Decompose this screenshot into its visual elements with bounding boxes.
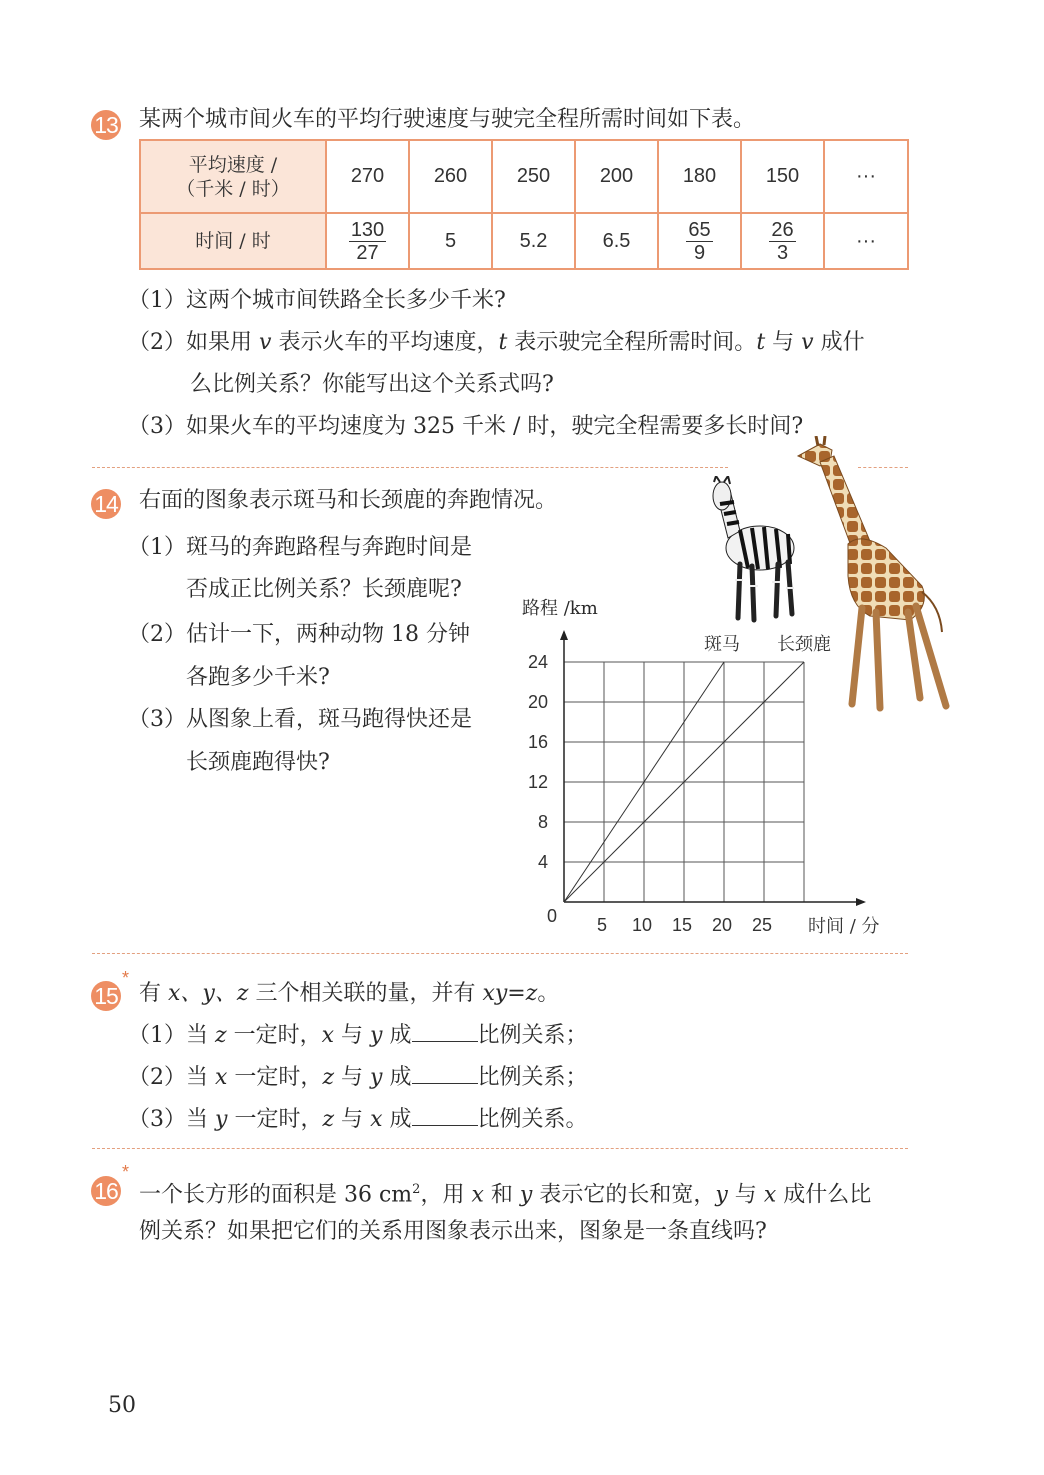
time-cell: 5.2 xyxy=(492,213,575,269)
y-tick-label: 20 xyxy=(527,692,548,712)
time-cell xyxy=(658,213,741,269)
problem-number-badge: 16 xyxy=(91,1176,121,1206)
x-tick-label: 5 xyxy=(596,915,608,935)
question-14-3-line2: 长颈鹿跑得快? xyxy=(186,750,330,775)
question-14-1-line1: （1）斑马的奔跑路程与奔跑时间是 xyxy=(128,535,472,560)
fraction: $\frac{26}{3}$ xyxy=(771,218,794,264)
question-15-3: （3）当 y 一定时，z 与 x 成 比例关系。 xyxy=(128,1107,588,1132)
answer-blank[interactable] xyxy=(412,1065,478,1084)
answer-blank[interactable] xyxy=(412,1023,478,1042)
row-header-speed: 平均速度 / （千米 / 时） xyxy=(140,140,326,213)
question-13-3: （3）如果火车的平均速度为 325 千米 / 时，驶完全程需要多长时间? xyxy=(128,414,804,439)
optional-star: * xyxy=(122,1162,130,1182)
y-tick-label: 12 xyxy=(527,772,548,792)
y-tick-label: 4 xyxy=(537,852,548,872)
speed-cell: 270 xyxy=(326,140,409,213)
series-label: 长颈鹿 xyxy=(777,634,831,655)
y-tick-label: 24 xyxy=(527,652,548,672)
x-tick-label: 20 xyxy=(711,915,733,935)
speed-cell: ··· xyxy=(824,140,908,213)
question-14-3-line1: （3）从图象上看，斑马跑得快还是 xyxy=(128,707,472,732)
question-13-2-line2: 么比例关系？你能写出这个关系式吗? xyxy=(190,372,554,397)
problem-15-text: 有 x、y、z 三个相关联的量，并有 xy=z。 xyxy=(139,981,560,1006)
time-cell xyxy=(326,213,409,269)
section-divider xyxy=(92,467,728,468)
x-axis-arrow xyxy=(856,898,866,906)
speed-cell: 250 xyxy=(492,140,575,213)
problem-number-badge: 14 xyxy=(91,489,121,519)
page-number: 50 xyxy=(108,1393,136,1418)
problem-14-text: 右面的图象表示斑马和长颈鹿的奔跑情况。 xyxy=(139,488,558,513)
question-15-1: （1）当 z 一定时，x 与 y 成 比例关系； xyxy=(128,1023,588,1048)
problem-number-badge: 13 xyxy=(91,110,121,140)
problem-number-badge: 15 xyxy=(91,981,121,1011)
optional-star: * xyxy=(122,968,130,988)
problem-13-text: 某两个城市间火车的平均行驶速度与驶完全程所需时间如下表。 xyxy=(139,107,756,132)
time-cell: 6.5 xyxy=(575,213,658,269)
time-cell: 5 xyxy=(409,213,492,269)
table-row-speed xyxy=(140,140,908,213)
x-axis-label: 时间 / 分 xyxy=(808,916,880,937)
question-13-1: （1）这两个城市间铁路全长多少千米? xyxy=(128,288,506,313)
distance-time-chart xyxy=(510,622,890,942)
section-divider xyxy=(92,953,908,954)
y-tick-label: 8 xyxy=(537,812,548,832)
x-tick-label: 15 xyxy=(671,915,693,935)
x-tick-label: 25 xyxy=(751,915,773,935)
y-tick-label: 16 xyxy=(527,732,548,752)
y-axis-label: 路程 /km xyxy=(522,598,598,619)
fraction: $\frac{130}{27}$ xyxy=(350,218,385,264)
answer-blank[interactable] xyxy=(412,1107,478,1126)
problem-16-line2: 例关系？如果把它们的关系用图象表示出来，图象是一条直线吗? xyxy=(139,1219,767,1244)
speed-cell: 200 xyxy=(575,140,658,213)
origin-label: 0 xyxy=(546,906,558,926)
speed-cell: 180 xyxy=(658,140,741,213)
section-divider xyxy=(92,1148,908,1149)
question-13-2-line1: （2）如果用 v 表示火车的平均速度，t 表示驶完全程所需时间。t 与 v 成什 xyxy=(128,330,865,355)
row-header-time: 时间 / 时 xyxy=(140,213,326,269)
fraction: $\frac{65}{9}$ xyxy=(688,218,711,264)
time-cell xyxy=(741,213,824,269)
table-row-time xyxy=(140,213,908,269)
question-14-2-line1: （2）估计一下，两种动物 18 分钟 xyxy=(128,622,470,647)
question-14-2-line2: 各跑多少千米? xyxy=(186,665,330,690)
speed-time-table xyxy=(139,139,909,270)
question-14-1-line2: 否成正比例关系？长颈鹿呢? xyxy=(186,577,462,602)
x-tick-label: 10 xyxy=(631,915,653,935)
problem-16-line1: 一个长方形的面积是 36 $cm^2$，用 x 和 y 表示它的长和宽，y 与 x 成什么比 xyxy=(139,1182,872,1208)
time-cell: ··· xyxy=(824,213,908,269)
y-axis-arrow xyxy=(560,630,568,640)
question-15-2: （2）当 x 一定时，z 与 y 成 比例关系； xyxy=(128,1065,588,1090)
speed-cell: 260 xyxy=(409,140,492,213)
series-label: 斑马 xyxy=(704,634,740,655)
speed-cell: 150 xyxy=(741,140,824,213)
